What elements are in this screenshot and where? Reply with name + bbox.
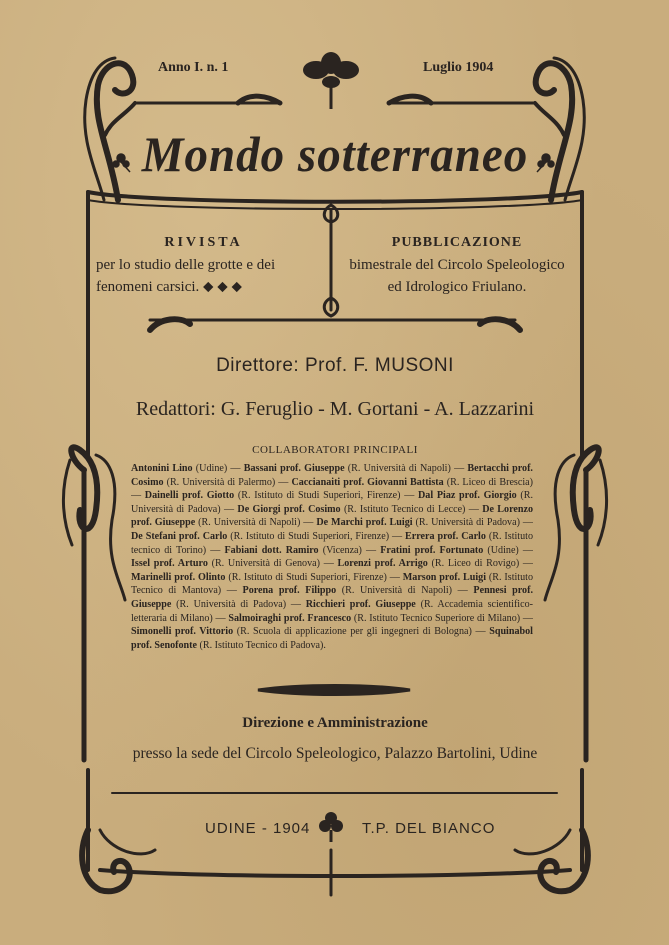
flower-ornament-icon xyxy=(303,52,359,109)
collaborator-entry xyxy=(228,613,533,624)
collaborator-name: Bassani prof. Giuseppe xyxy=(243,463,345,474)
imprint-place-year: UDINE - 1904 xyxy=(205,820,311,837)
collaborator-affiliation: (R. Istituto Tecnico di Mantova) — xyxy=(131,571,533,597)
collaborator-entry xyxy=(244,463,468,474)
collaborator-name: Lorenzi prof. Arrigo xyxy=(337,558,428,570)
issue-date: Luglio 1904 xyxy=(423,60,494,75)
collaborator-affiliation: (R. Istituto tecnico di Torino) — xyxy=(131,530,533,556)
collaborator-name: De Lorenzo prof. Giuseppe xyxy=(131,503,533,529)
collaborator-affiliation: (Vicenza) — xyxy=(318,544,381,556)
collaborator-entry xyxy=(338,558,534,569)
collaborator-affiliation: (Udine) — xyxy=(192,463,244,474)
collaborator-entry xyxy=(237,504,482,515)
subtitle-left xyxy=(96,232,311,298)
collaborator-name: Dal Piaz prof. Giorgio xyxy=(418,490,517,502)
collaborator-entry xyxy=(145,490,418,501)
collaborators-heading: COLLABORATORI PRINCIPALI xyxy=(252,444,418,456)
collaborator-entry xyxy=(131,531,405,542)
collaborator-affiliation: (R. Università di Padova) — xyxy=(171,598,306,610)
collaborator-entry xyxy=(316,517,533,528)
subtitle-left-text: per lo studio delle grotte e dei fenomeni carsici. ⬥ ⬥ ⬥ xyxy=(96,257,276,295)
collaborator-affiliation: (Udine) — xyxy=(483,544,533,556)
subtitle-right xyxy=(343,232,571,298)
subtitle-right-text: bimestrale del Circolo Speleologico ed Idrologico Friulano. xyxy=(349,257,565,295)
collaborator-affiliation: (R. Università di Palermo) — xyxy=(163,476,292,488)
collaborator-entry xyxy=(131,463,244,474)
subtitle-right-heading: PUBBLICAZIONE xyxy=(391,235,523,250)
collaborator-name: De Marchi prof. Luigi xyxy=(316,517,413,529)
collaborator-entry xyxy=(243,585,474,596)
collaborator-entry xyxy=(224,545,380,556)
collaborator-name: Porena prof. Filippo xyxy=(242,585,337,597)
collaborator-affiliation: (R. Università di Napoli) — xyxy=(195,517,317,529)
collaborator-affiliation: (R. Università di Genova) — xyxy=(207,558,338,570)
collaborator-name: Marinelli prof. Olinto xyxy=(131,571,226,583)
collaborator-affiliation: (R. Istituto Tecnico Superiore di Milano) — xyxy=(351,612,533,624)
collaborator-affiliation: (R. Università di Padova) — xyxy=(131,490,533,515)
clover-icon xyxy=(319,812,343,842)
issue-number: Anno I. n. 1 xyxy=(158,60,229,75)
collaborator-name: Errera prof. Carlo xyxy=(405,530,486,542)
collaborator-entry xyxy=(131,626,489,637)
collaborator-affiliation: (R. Istituto di Studi Superiori, Firenze) — xyxy=(227,530,406,542)
collaborator-affiliation: (R. Istituto Tecnico di Padova). xyxy=(196,639,326,651)
collaborators-list xyxy=(131,462,533,672)
collaborator-name: Ricchieri prof. Giuseppe xyxy=(305,598,416,610)
collaborator-name: Simonelli prof. Vittorio xyxy=(131,626,234,638)
administration-heading: Direzione e Amministrazione xyxy=(242,715,428,731)
collaborator-name: Antonini Lino xyxy=(131,463,193,474)
collaborator-name: Fratini prof. Fortunato xyxy=(380,544,484,556)
journal-title: Mondo sotterraneo xyxy=(141,127,529,183)
editors-line: Redattori: G. Feruglio - M. Gortani - A. Lazzarini xyxy=(135,398,535,420)
collaborator-name: Fabiani dott. Ramiro xyxy=(224,544,319,556)
collaborator-name: De Giorgi prof. Cosimo xyxy=(237,503,341,515)
imprint-printer: T.P. DEL BIANCO xyxy=(362,820,496,837)
collaborator-affiliation: (R. Liceo di Brescia) — xyxy=(131,476,533,502)
collaborator-affiliation: (R. Liceo di Rovigo) — xyxy=(427,558,533,570)
collaborator-name: Bertacchi prof. Cosimo xyxy=(131,463,533,488)
collaborator-affiliation: (R. Istituto Tecnico di Lecce) — xyxy=(340,503,483,515)
collaborator-affiliation: (R. Università di Napoli) — xyxy=(336,585,474,597)
collaborator-name: De Stefani prof. Carlo xyxy=(131,530,228,542)
subtitle-left-heading: RIVISTA xyxy=(164,235,243,250)
administration-address: presso la sede del Circolo Speleologico, Palazzo Bartolini, Udine xyxy=(132,745,538,762)
director-line: Direttore: Prof. F. MUSONI xyxy=(216,355,454,376)
collaborator-entry xyxy=(131,558,338,569)
collaborator-name: Pennesi prof. Giuseppe xyxy=(131,585,533,610)
collaborator-affiliation: (R. Istituto di Studi Superiori, Firenze) — xyxy=(234,490,418,502)
collaborator-name: Squinabol prof. Senofonte xyxy=(131,626,533,651)
collaborator-name: Caccianaiti prof. Giovanni Battista xyxy=(291,476,444,488)
collaborator-name: Salmoiraghi prof. Francesco xyxy=(228,612,352,624)
collaborator-name: Marson prof. Luigi xyxy=(402,571,487,583)
collaborator-affiliation: (R. Università di Padova) — xyxy=(412,517,533,529)
collaborator-affiliation: (R. Università di Napoli) — xyxy=(344,463,468,474)
collaborator-affiliation: (R. Scuola di applicazione per gli ingegneri di Bologna) — xyxy=(233,626,490,638)
collaborator-affiliation: (R. Istituto di Studi Superiori, Firenze) — xyxy=(225,571,403,583)
collaborator-affiliation: (R. Accademia scientifico-letteraria di Milano) — xyxy=(131,598,533,624)
collaborator-name: Issel prof. Arturo xyxy=(131,558,208,570)
collaborator-name: Dainelli prof. Giotto xyxy=(144,490,235,502)
collaborator-entry xyxy=(380,545,533,556)
collaborator-entry xyxy=(131,572,403,583)
